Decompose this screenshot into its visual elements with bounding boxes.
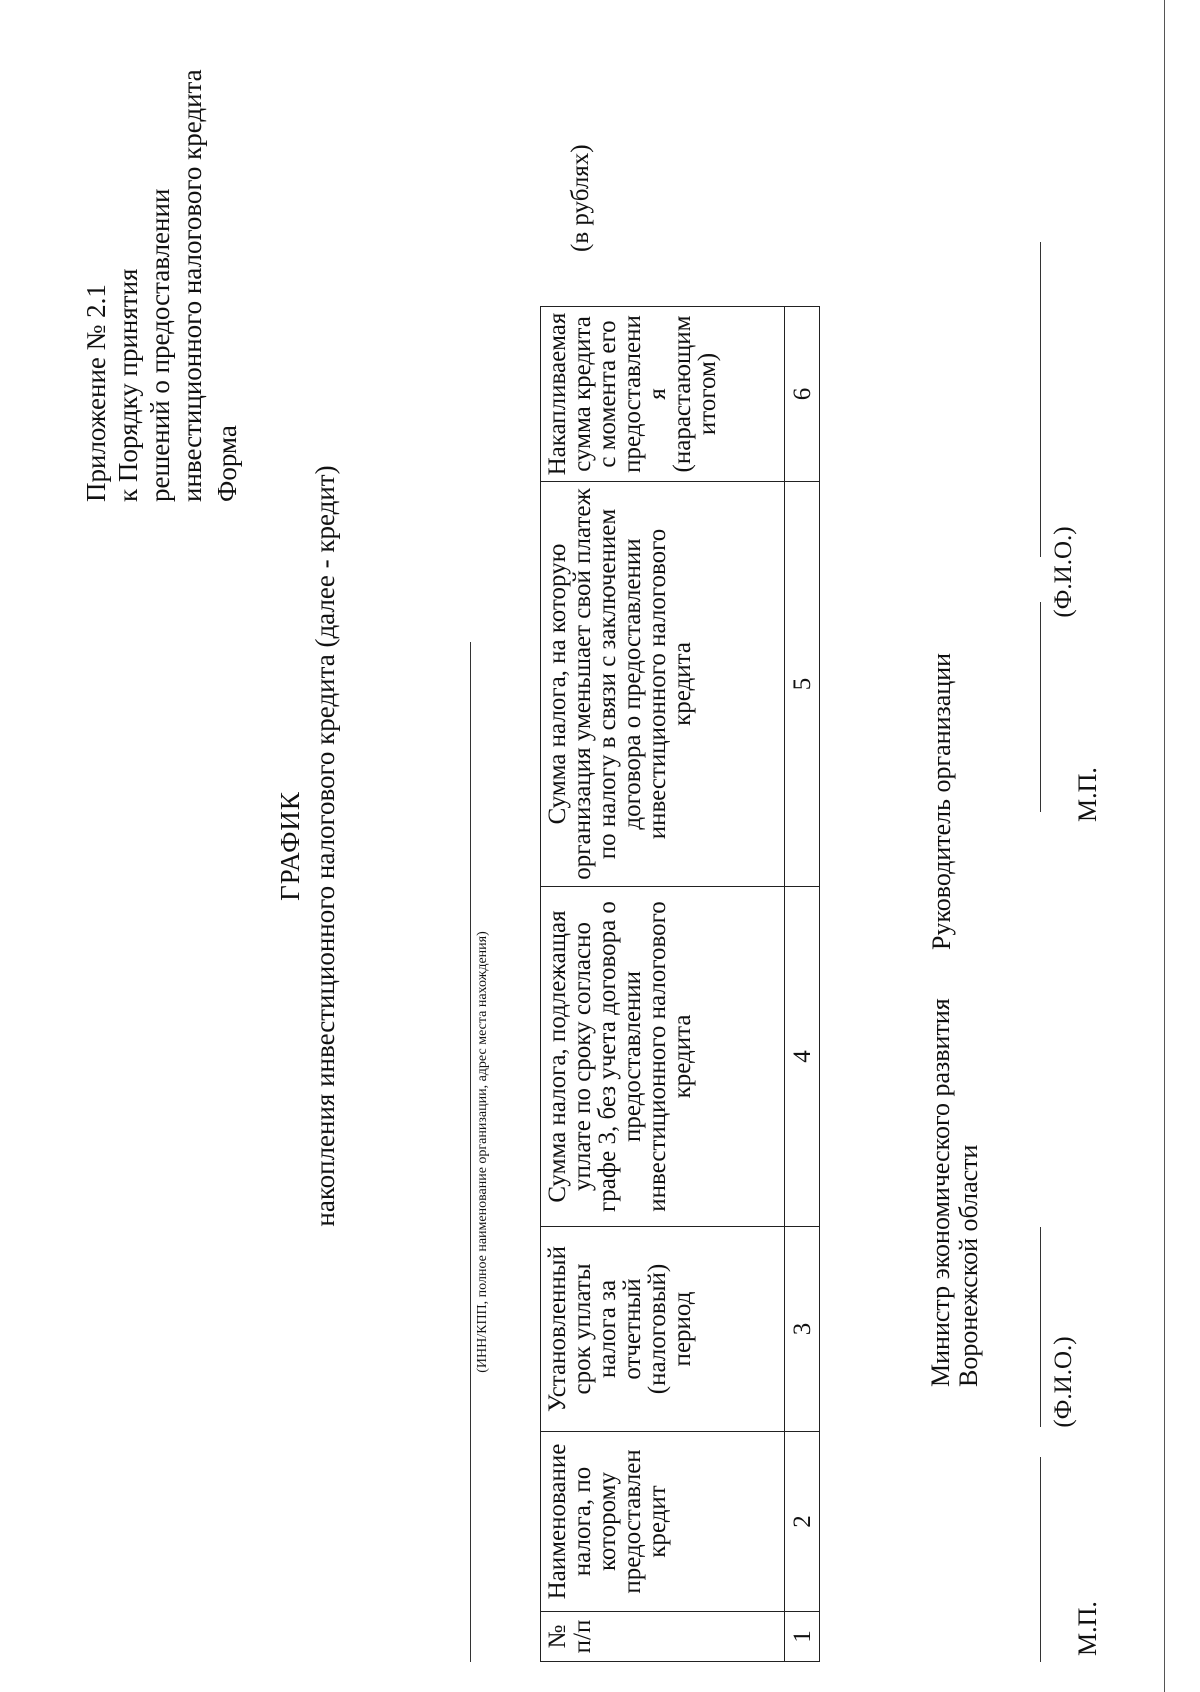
- minister-line: Воронежской области: [954, 1144, 983, 1387]
- column-number: 3: [785, 1227, 820, 1432]
- column-number: 6: [785, 307, 820, 482]
- organization-fill-line: [470, 642, 471, 1662]
- fio-line: [1040, 242, 1041, 557]
- form-label: Форма: [212, 425, 242, 502]
- header-cell: Сумма налога, на которую организация уменьшает свой платеж по налогу в связи с заключением договора о предоставлении инвестиционного налогового кредита: [541, 482, 785, 887]
- column-number: 4: [785, 887, 820, 1227]
- page-edge-line: [1164, 0, 1165, 1692]
- signature-line: [1040, 1457, 1041, 1662]
- appendix-block: [80, 32, 208, 502]
- header-cell: Наименование налога, по которому предоставлен кредит: [541, 1432, 785, 1612]
- schedule-table: [540, 306, 820, 1662]
- stamp-place-left: М.П.: [1073, 1601, 1102, 1656]
- column-number: 5: [785, 482, 820, 887]
- header-cell: Накапливаемая сумма кредита с момента его предоставления (нарастающим итогом): [541, 307, 785, 482]
- minister-title: [927, 887, 983, 1387]
- organization-caption: (ИНН/КПП, полное наименование организации, адрес места нахождения): [475, 931, 490, 1373]
- fio-label-left: (Ф.И.О.): [1050, 1336, 1077, 1428]
- appendix-line: инвестиционного налогового кредита: [177, 69, 207, 502]
- header-cell: Установленный срок уплаты налога за отчетный (налоговый) период: [541, 1227, 785, 1432]
- document-title: ГРАФИК: [275, 791, 305, 901]
- column-number: 2: [785, 1432, 820, 1612]
- minister-line: Министр экономического развития: [926, 998, 955, 1387]
- header-cell: № п/п: [541, 1612, 785, 1662]
- document-subtitle: накопления инвестиционного налогового кредита (далее - кредит): [310, 465, 340, 1227]
- units-label: (в рублях): [567, 144, 594, 252]
- appendix-line: к Порядку принятия: [113, 268, 143, 502]
- signature-line: [1040, 602, 1041, 812]
- appendix-line: Приложение № 2.1: [81, 284, 111, 502]
- stamp-place-right: М.П.: [1073, 767, 1102, 822]
- table-header-row: [541, 307, 785, 1662]
- column-number: 1: [785, 1612, 820, 1662]
- header-cell: Сумма налога, подлежащая уплате по сроку согласно графе 3, без учета договора о предоставлении инвестиционного налогового кредита: [541, 887, 785, 1227]
- head-of-organization-title: Руководитель организации: [927, 652, 956, 950]
- appendix-line: решений о предоставлении: [145, 188, 175, 502]
- fio-label-right: (Ф.И.О.): [1050, 526, 1077, 618]
- fio-line: [1040, 1227, 1041, 1427]
- table-number-row: [785, 307, 820, 1662]
